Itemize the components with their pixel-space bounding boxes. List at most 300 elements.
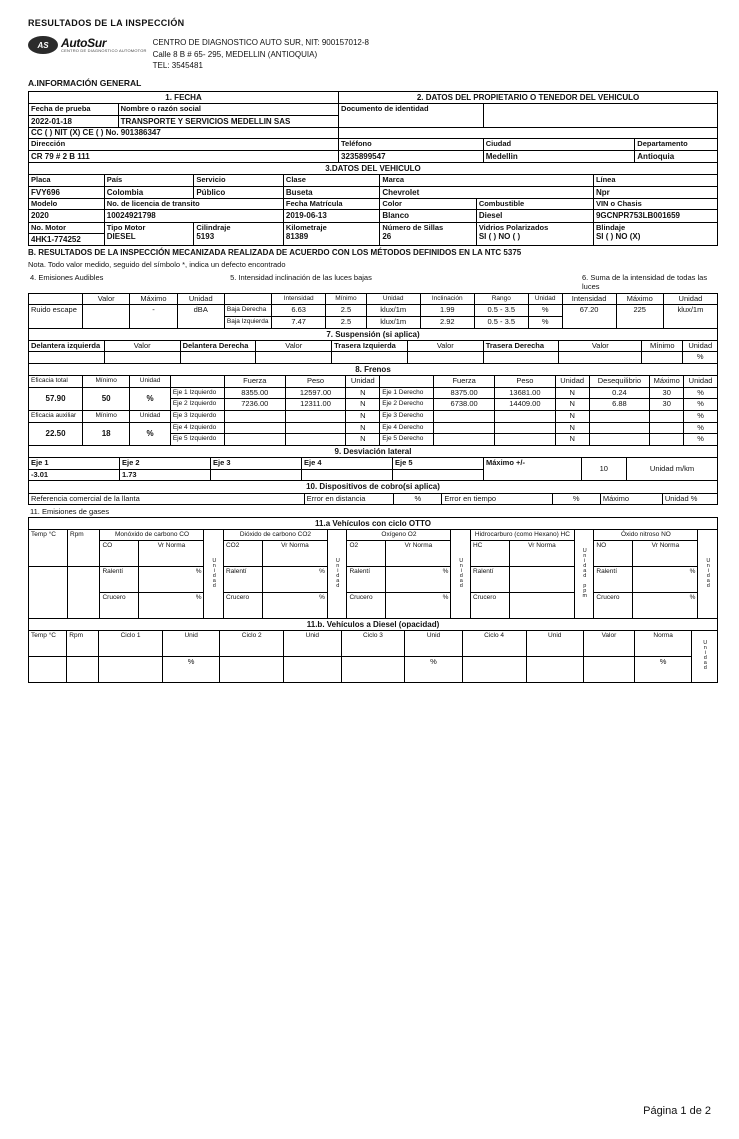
frenos-eficacia-aux-minimo-label: Mínimo <box>83 411 130 423</box>
luces-h-minimo: Mínimo <box>326 293 367 305</box>
frenos-eficacia-aux-value: 22.50 <box>29 422 83 445</box>
logo-badge-icon: AS <box>28 36 58 54</box>
susp-unidad-label: Unidad <box>683 340 718 352</box>
suma-maximo-value: 225 <box>616 305 663 328</box>
servicio-value: Público <box>194 186 284 198</box>
band-cobro: 10. Dispositivos de cobro(si aplica) <box>29 481 718 493</box>
frenos-des1-valor: 0.24 <box>589 387 650 399</box>
pais-label: País <box>104 174 194 186</box>
susp-col2-valor-value <box>256 352 332 364</box>
frenos-eje2-der-unidad: N <box>555 399 589 411</box>
diesel-rpm-label: Rpm <box>67 631 99 657</box>
frenos-eje5-der-fuerza <box>434 434 495 446</box>
logo-subtext: CENTRO DE DIAGNOSTICO AUTOMOTOR <box>61 48 147 53</box>
company-line-2: Calle 8 B # 65- 295, MEDELLIN (ANTIOQUIA) <box>152 49 318 59</box>
frenos-eje3-izq-unidad: N <box>346 411 380 423</box>
linea-value: Npr <box>593 186 717 198</box>
gases-col-co-title: Monóxido de carbono CO <box>100 530 204 540</box>
susp-col3-value <box>332 352 408 364</box>
desv-eje2-value: 1.73 <box>120 469 211 481</box>
placa-value: FVY696 <box>29 186 105 198</box>
susp-col1-valor-label: Valor <box>104 340 180 352</box>
susp-minimo-label: Mínimo <box>642 340 683 352</box>
cobro-error-tiempo-unidad: % <box>552 493 600 505</box>
diesel-ciclo1-unid: Unid <box>162 631 219 657</box>
vin-value: 9GCNPR753LB001659 <box>593 210 717 222</box>
gases-no-crucero-unit: % <box>633 592 698 618</box>
cobro-error-tiempo-label: Error en tiempo <box>442 493 552 505</box>
gases-co2-crucero-label: Crucero <box>223 592 262 618</box>
servicio-label: Servicio <box>194 174 284 186</box>
susp-col4-value <box>483 352 559 364</box>
frenos-h-unidad-des: Unidad <box>684 376 718 388</box>
logo-wordmark: AutoSur <box>61 36 107 50</box>
kilometraje-value: 81389 <box>285 232 309 242</box>
kilometraje-label: Kilometraje <box>285 222 327 232</box>
gases-co2-unit-letters: Unidad <box>327 530 347 618</box>
frenos-eje5-der-peso <box>495 434 556 446</box>
gases-hc-vr: Vr Norma <box>509 540 574 566</box>
cilindraje-label: Cilindraje <box>196 222 231 232</box>
gases-o2-ralenti-label: Ralentí <box>347 566 386 592</box>
nombre-label: Nombre o razón social <box>118 103 338 115</box>
band-gases-otto: 11.a Vehículos con ciclo OTTO <box>29 518 718 530</box>
frenos-der-h-peso: Peso <box>495 376 556 388</box>
frenos-eje3-der-peso <box>495 411 556 423</box>
frenos-eficacia-total-value: 57.90 <box>29 387 83 410</box>
fecha-prueba-label: Fecha de prueba <box>29 103 119 115</box>
gases-o2-short: O2 <box>347 540 386 566</box>
desv-eje5-label: Eje 5 <box>393 458 484 470</box>
gases-no-unit-letters: Unidad <box>698 530 718 618</box>
fecha-prueba-value: 2022-01-18 <box>29 115 119 127</box>
frenos-eje4-izq-peso <box>285 422 346 434</box>
audibles-row-label: Ruido escape <box>29 305 83 328</box>
susp-col1-value <box>29 352 105 364</box>
gases-rpm-value <box>68 566 100 618</box>
diesel-ciclo1-value <box>99 657 163 683</box>
frenos-eje4-der-label: Eje 4 Derecho <box>380 422 434 434</box>
frenos-eje4-der-peso <box>495 422 556 434</box>
gases-no-ralenti-unit: % <box>633 566 698 592</box>
cilindraje-cell <box>194 222 284 246</box>
gases-no-crucero-label: Crucero <box>594 592 633 618</box>
gases-hc-ralenti-unit <box>509 566 574 592</box>
frenos-eje1-izq-fuerza: 8355.00 <box>224 387 285 399</box>
desv-eje5-value <box>393 469 484 481</box>
band-desviacion: 9. Desviación lateral <box>29 445 718 457</box>
luces-h-blank <box>224 293 271 305</box>
gases-co2-crucero-unit: % <box>262 592 327 618</box>
direccion-label: Dirección <box>29 138 339 150</box>
susp-col2-value <box>180 352 256 364</box>
luces-h-inclinacion: Inclinación <box>420 293 474 305</box>
documento-value: CC ( ) NIT (X) CE ( ) No. 901386347 <box>29 127 339 138</box>
frenos-eficacia-total-label: Eficacia total <box>29 376 83 388</box>
ciudad-label: Ciudad <box>483 138 635 150</box>
pais-value: Colombia <box>104 186 194 198</box>
audibles-unidad: dBA <box>177 305 224 328</box>
frenos-eje2-der-peso: 14409.00 <box>495 399 556 411</box>
audibles-h-unidad: Unidad <box>177 293 224 305</box>
desv-unidad: Unidad m/km <box>627 458 718 481</box>
gases-co-ralenti-unit: % <box>139 566 204 592</box>
gases-o2-vr: Vr Norma <box>386 540 451 566</box>
diesel-ciclo3-label: Ciclo 3 <box>341 631 405 657</box>
susp-col4-valor-value <box>559 352 642 364</box>
diesel-ciclo4-value <box>462 657 526 683</box>
frenos-der-h-blank <box>380 376 434 388</box>
section-b-note: Nota. Todo valor medido, seguido del símbolo *, indica un defecto encontrado <box>28 260 286 270</box>
frenos-des5-valor <box>589 434 650 446</box>
tipo-motor-value: DIESEL <box>106 232 136 242</box>
gases-co-unit-letters: Unidad <box>204 530 224 618</box>
gases-col-o2-title: Oxígeno O2 <box>347 530 451 540</box>
frenos-eje1-izq-peso: 12597.00 <box>285 387 346 399</box>
company-header <box>28 36 718 72</box>
gases-col-no-title: Óxido nitroso NO <box>594 530 698 540</box>
frenos-eje5-izq-peso <box>285 434 346 446</box>
diesel-ciclo4-label: Ciclo 4 <box>462 631 526 657</box>
frenos-eje2-der-label: Eje 2 Derecho <box>380 399 434 411</box>
frenos-eje2-izq-unidad: N <box>346 399 380 411</box>
cobro-error-distancia-label: Error en distancia <box>304 493 394 505</box>
ciudad-value: Medellin <box>483 150 635 162</box>
frenos-eje1-der-peso: 13681.00 <box>495 387 556 399</box>
frenos-eficacia-total-minimo: 50 <box>83 387 130 410</box>
frenos-eje5-izq-fuerza <box>224 434 285 446</box>
frenos-eje1-izq-unidad: N <box>346 387 380 399</box>
sillas-value: 26 <box>382 232 392 242</box>
color-value: Blanco <box>380 210 476 222</box>
gases-o2-crucero-unit: % <box>386 592 451 618</box>
gases-no-vr: Vr Norma <box>633 540 698 566</box>
diesel-valor-label: Valor <box>583 631 634 657</box>
frenos-eje2-izq-peso: 12311.00 <box>285 399 346 411</box>
frenos-des2-unidad: % <box>684 399 718 411</box>
desv-eje3-label: Eje 3 <box>211 458 302 470</box>
telefono-label: Teléfono <box>339 138 484 150</box>
blindaje-cell <box>593 222 717 246</box>
departamento-label: Departamento <box>635 138 718 150</box>
desv-eje1-label: Eje 1 <box>29 458 120 470</box>
sections-456-titles <box>28 273 718 292</box>
combustible-label: Combustible <box>476 198 593 210</box>
diesel-valor-value <box>583 657 634 683</box>
diesel-temp-label: Temp °C <box>29 631 67 657</box>
kilometraje-cell <box>283 222 379 246</box>
direccion-value: CR 79 # 2 B 111 <box>29 150 339 162</box>
band-gases-diesel: 11.b. Vehículos a Diesel (opacidad) <box>29 618 718 630</box>
gases-co2-vr: Vr Norma <box>262 540 327 566</box>
gases-rpm-label: Rpm <box>68 530 100 566</box>
suma-h-maximo: Máximo <box>616 293 663 305</box>
desv-eje1-value: -3.01 <box>29 469 120 481</box>
frenos-eje1-der-unidad: N <box>555 387 589 399</box>
gases-col-hc-title: Hidrocarburo (como Hexano) HC <box>470 530 574 540</box>
diesel-ciclo4-unit <box>526 657 583 683</box>
luces-row1-unidad: klux/1m <box>366 305 420 317</box>
gases-temp-label: Temp °C <box>29 530 68 566</box>
gases-co-crucero-label: Crucero <box>100 592 139 618</box>
frenos-der-h-fuerza: Fuerza <box>434 376 495 388</box>
frenos-izq-h-unidad: Unidad <box>346 376 380 388</box>
frenos-des2-valor: 6.88 <box>589 399 650 411</box>
frenos-eje1-der-label: Eje 1 Derecho <box>380 387 434 399</box>
frenos-eje3-der-fuerza <box>434 411 495 423</box>
frenos-h-maximo: Máximo <box>650 376 684 388</box>
sillas-cell <box>380 222 476 246</box>
color-label: Color <box>380 198 476 210</box>
matricula-label: Fecha Matrícula <box>283 198 379 210</box>
gases-diesel-table <box>28 618 718 683</box>
telefono-value: 3235899547 <box>339 150 484 162</box>
suma-h-unidad: Unidad <box>663 293 717 305</box>
susp-col3-valor-label: Valor <box>407 340 483 352</box>
company-address <box>153 36 369 72</box>
luces-row1-rango: 0.5 - 3.5 <box>474 305 528 317</box>
luces-row2-inclinacion: 2.92 <box>420 316 474 328</box>
suma-h-intensidad: Intensidad <box>562 293 616 305</box>
diesel-ciclo1-label: Ciclo 1 <box>99 631 163 657</box>
vidrios-cell <box>476 222 593 246</box>
diesel-unit-letters: Unidad <box>692 631 718 683</box>
general-info-table <box>28 91 718 163</box>
documento-label-2 <box>483 103 717 127</box>
frenos-des3-maximo <box>650 411 684 423</box>
frenos-eficacia-aux-unidad: % <box>130 422 171 445</box>
title-luces: 5. Intensidad inclinación de las luces bajas <box>230 273 372 283</box>
gases-co2-ralenti-unit: % <box>262 566 327 592</box>
frenos-eje5-izq-label: Eje 5 Izquierdo <box>170 434 224 446</box>
desv-eje4-value <box>302 469 393 481</box>
band-fecha: 1. FECHA <box>29 91 339 103</box>
frenos-eje3-izq-fuerza <box>224 411 285 423</box>
susp-col4-label: Trasera Derecha <box>483 340 559 352</box>
frenos-der-h-unidad: Unidad <box>555 376 589 388</box>
frenos-eje4-izq-unidad: N <box>346 422 380 434</box>
cobro-table <box>28 480 718 505</box>
frenos-des2-maximo: 30 <box>650 399 684 411</box>
frenos-des5-maximo <box>650 434 684 446</box>
band-frenos: 8. Frenos <box>29 363 718 375</box>
gases-no-ralenti-label: Ralentí <box>594 566 633 592</box>
luces-h-rango: Rango <box>474 293 528 305</box>
placa-label: Placa <box>29 174 105 186</box>
tipo-motor-cell <box>104 222 194 246</box>
frenos-eje5-der-unidad: N <box>555 434 589 446</box>
frenos-h-desequilibrio: Desequilibrio <box>589 376 650 388</box>
clase-label: Clase <box>283 174 379 186</box>
diesel-ciclo2-unit <box>284 657 341 683</box>
title-gases: 11. Emisiones de gases <box>30 507 110 517</box>
cobro-maximo-unidad: Unidad % <box>662 493 717 505</box>
diesel-ciclo3-unid: Unid <box>405 631 462 657</box>
audibles-luces-suma-table <box>28 293 718 329</box>
band-vehiculo: 3.DATOS DEL VEHICULO <box>29 162 718 174</box>
cilindraje-value: 5193 <box>196 232 215 242</box>
marca-label: Marca <box>380 174 594 186</box>
diesel-norma-value: % <box>634 657 691 683</box>
frenos-eje3-der-label: Eje 3 Derecho <box>380 411 434 423</box>
tipo-motor-label: Tipo Motor <box>106 222 146 232</box>
cobro-referencia-label: Referencia comercial de la llanta <box>29 493 305 505</box>
luces-row2-minimo: 2.5 <box>326 316 367 328</box>
susp-col1-valor-value <box>104 352 180 364</box>
licencia-label: No. de licencia de transito <box>104 198 283 210</box>
page-footer: Página 1 de 2 <box>643 1105 711 1117</box>
desviacion-table <box>28 445 718 481</box>
gases-no-short: NO <box>594 540 633 566</box>
frenos-eje4-der-unidad: N <box>555 422 589 434</box>
luces-row2-unidad: klux/1m <box>366 316 420 328</box>
modelo-value: 2020 <box>29 210 105 222</box>
gases-temp-value <box>29 566 68 618</box>
diesel-ciclo3-value <box>341 657 405 683</box>
audibles-valor <box>83 305 130 328</box>
motor-value: 4HK1-774252 <box>29 234 105 246</box>
frenos-eje5-izq-unidad: N <box>346 434 380 446</box>
frenos-eficacia-aux-unidad-label: Unidad <box>130 411 171 423</box>
frenos-eje2-izq-label: Eje 2 Izquierdo <box>170 399 224 411</box>
gases-col-co2-title: Dióxido de carbono CO2 <box>223 530 327 540</box>
vehicle-data-table <box>28 162 718 247</box>
susp-col2-valor-label: Valor <box>256 340 332 352</box>
frenos-eje2-der-fuerza: 6738.00 <box>434 399 495 411</box>
frenos-table <box>28 363 718 446</box>
luces-h-unidad2: Unidad <box>528 293 562 305</box>
gases-hc-crucero-unit <box>509 592 574 618</box>
diesel-rpm-value <box>67 657 99 683</box>
desv-eje3-value <box>211 469 302 481</box>
frenos-des3-unidad: % <box>684 411 718 423</box>
frenos-eje3-izq-peso <box>285 411 346 423</box>
gases-o2-ralenti-unit: % <box>386 566 451 592</box>
audibles-col-blank <box>29 293 83 305</box>
company-line-3: TEL: 3545481 <box>152 61 203 71</box>
desv-maximo-label: Máximo +/- <box>484 458 582 481</box>
section-a-title: A.INFORMACIÓN GENERAL <box>28 77 142 88</box>
vidrios-value: SI ( ) NO ( ) <box>478 232 521 242</box>
luces-row1-label: Baja Derecha <box>224 305 271 317</box>
susp-unidad-value: % <box>683 352 718 364</box>
motor-label: No. Motor <box>29 222 105 234</box>
gases-o2-unit-letters: Unidad <box>451 530 471 618</box>
frenos-eficacia-total-unidad: % <box>130 387 171 410</box>
gases-hc-crucero-label: Crucero <box>470 592 509 618</box>
frenos-eficacia-total-unidad-label: Unidad <box>130 376 171 388</box>
susp-col1-label: Delantera izquierda <box>29 340 105 352</box>
luces-row1-intensidad: 6.63 <box>272 305 326 317</box>
gases-hc-unit-letters: Unidad ppm <box>574 530 594 618</box>
frenos-eje3-der-unidad: N <box>555 411 589 423</box>
frenos-des4-maximo <box>650 422 684 434</box>
luces-row2-label: Baja Izquierda <box>224 316 271 328</box>
frenos-izq-h-peso: Peso <box>285 376 346 388</box>
gases-co-ralenti-label: Ralentí <box>100 566 139 592</box>
gases-co-vr: Vr Norma <box>139 540 204 566</box>
frenos-eje5-der-label: Eje 5 Derecho <box>380 434 434 446</box>
band-propietario: 2. DATOS DEL PROPIETARIO O TENEDOR DEL VEHICULO <box>339 91 718 103</box>
company-line-1: CENTRO DE DIAGNOSTICO AUTO SUR, NIT: 900157012-8 <box>152 38 369 47</box>
frenos-eje1-der-fuerza: 8375.00 <box>434 387 495 399</box>
documento-label: Documento de identidad <box>339 103 484 127</box>
suspension-table <box>28 328 718 364</box>
susp-col3-valor-value <box>407 352 483 364</box>
nombre-value: TRANSPORTE Y SERVICIOS MEDELLIN SAS <box>118 115 338 127</box>
diesel-ciclo1-unit: % <box>162 657 219 683</box>
gases-co-crucero-unit: % <box>139 592 204 618</box>
frenos-eje4-izq-label: Eje 4 Izquierdo <box>170 422 224 434</box>
title-suma-luces: 6. Suma de la intensidad de todas las luces <box>581 273 708 292</box>
frenos-des4-unidad: % <box>684 422 718 434</box>
luces-h-intensidad: Intensidad <box>272 293 326 305</box>
band-suspension: 7. Suspensión (si aplica) <box>29 328 718 340</box>
gases-hc-ralenti-label: Ralentí <box>470 566 509 592</box>
frenos-eje2-izq-fuerza: 7236.00 <box>224 399 285 411</box>
desv-eje2-label: Eje 2 <box>120 458 211 470</box>
luces-row2-unidad2: % <box>528 316 562 328</box>
frenos-des4-valor <box>589 422 650 434</box>
suma-intensidad-value: 67.20 <box>562 305 616 328</box>
matricula-value: 2019-06-13 <box>283 210 379 222</box>
frenos-des3-valor <box>589 411 650 423</box>
susp-col2-label: Delantera Derecha <box>180 340 256 352</box>
frenos-eficacia-aux-label: Eficacia auxiliar <box>29 411 83 423</box>
suma-unidad-value: klux/1m <box>663 305 717 328</box>
diesel-temp-value <box>29 657 67 683</box>
frenos-izq-h-fuerza: Fuerza <box>224 376 285 388</box>
vidrios-label: Vidrios Polarizados <box>478 222 549 232</box>
diesel-ciclo2-label: Ciclo 2 <box>220 631 284 657</box>
audibles-maximo: - <box>130 305 177 328</box>
frenos-des1-maximo: 30 <box>650 387 684 399</box>
diesel-ciclo3-unit: % <box>405 657 462 683</box>
gases-co2-ralenti-label: Ralentí <box>223 566 262 592</box>
luces-row1-minimo: 2.5 <box>326 305 367 317</box>
frenos-eje1-izq-label: Eje 1 Izquierdo <box>170 387 224 399</box>
diesel-ciclo2-unid: Unid <box>284 631 341 657</box>
frenos-eje4-der-fuerza <box>434 422 495 434</box>
blindaje-value: SI ( ) NO (X) <box>595 232 641 242</box>
luces-row2-intensidad: 7.47 <box>272 316 326 328</box>
gases-hc-short: HC <box>470 540 509 566</box>
clase-value: Buseta <box>283 186 379 198</box>
frenos-eje3-izq-label: Eje 3 Izquierdo <box>170 411 224 423</box>
audibles-h-valor: Valor <box>83 293 130 305</box>
luces-row1-unidad2: % <box>528 305 562 317</box>
luces-row1-inclinacion: 1.99 <box>420 305 474 317</box>
gases-co-short: CO <box>100 540 139 566</box>
blindaje-label: Blindaje <box>595 222 626 232</box>
linea-label: Línea <box>593 174 717 186</box>
susp-col3-label: Trasera Izquierda <box>332 340 408 352</box>
susp-minimo-value <box>642 352 683 364</box>
title-emisiones-audibles: 4. Emisiones Audibles <box>30 273 104 283</box>
sillas-label: Número de Sillas <box>382 222 444 232</box>
frenos-izq-h-blank <box>170 376 224 388</box>
diesel-ciclo2-value <box>220 657 284 683</box>
section-b-title: B. RESULTADOS DE LA INSPECCIÓN MECANIZADA REALIZADA DE ACUERDO CON LOS MÉTODOS DEFINIDOS EN LA NTC 5375 <box>28 248 522 258</box>
marca-value: Chevrolet <box>380 186 594 198</box>
modelo-label: Modelo <box>29 198 105 210</box>
frenos-eficacia-aux-minimo: 18 <box>83 422 130 445</box>
frenos-des5-unidad: % <box>684 434 718 446</box>
gases-o2-crucero-label: Crucero <box>347 592 386 618</box>
autosur-logo <box>28 36 147 54</box>
cobro-error-distancia-unidad: % <box>394 493 442 505</box>
document-body <box>28 18 718 683</box>
